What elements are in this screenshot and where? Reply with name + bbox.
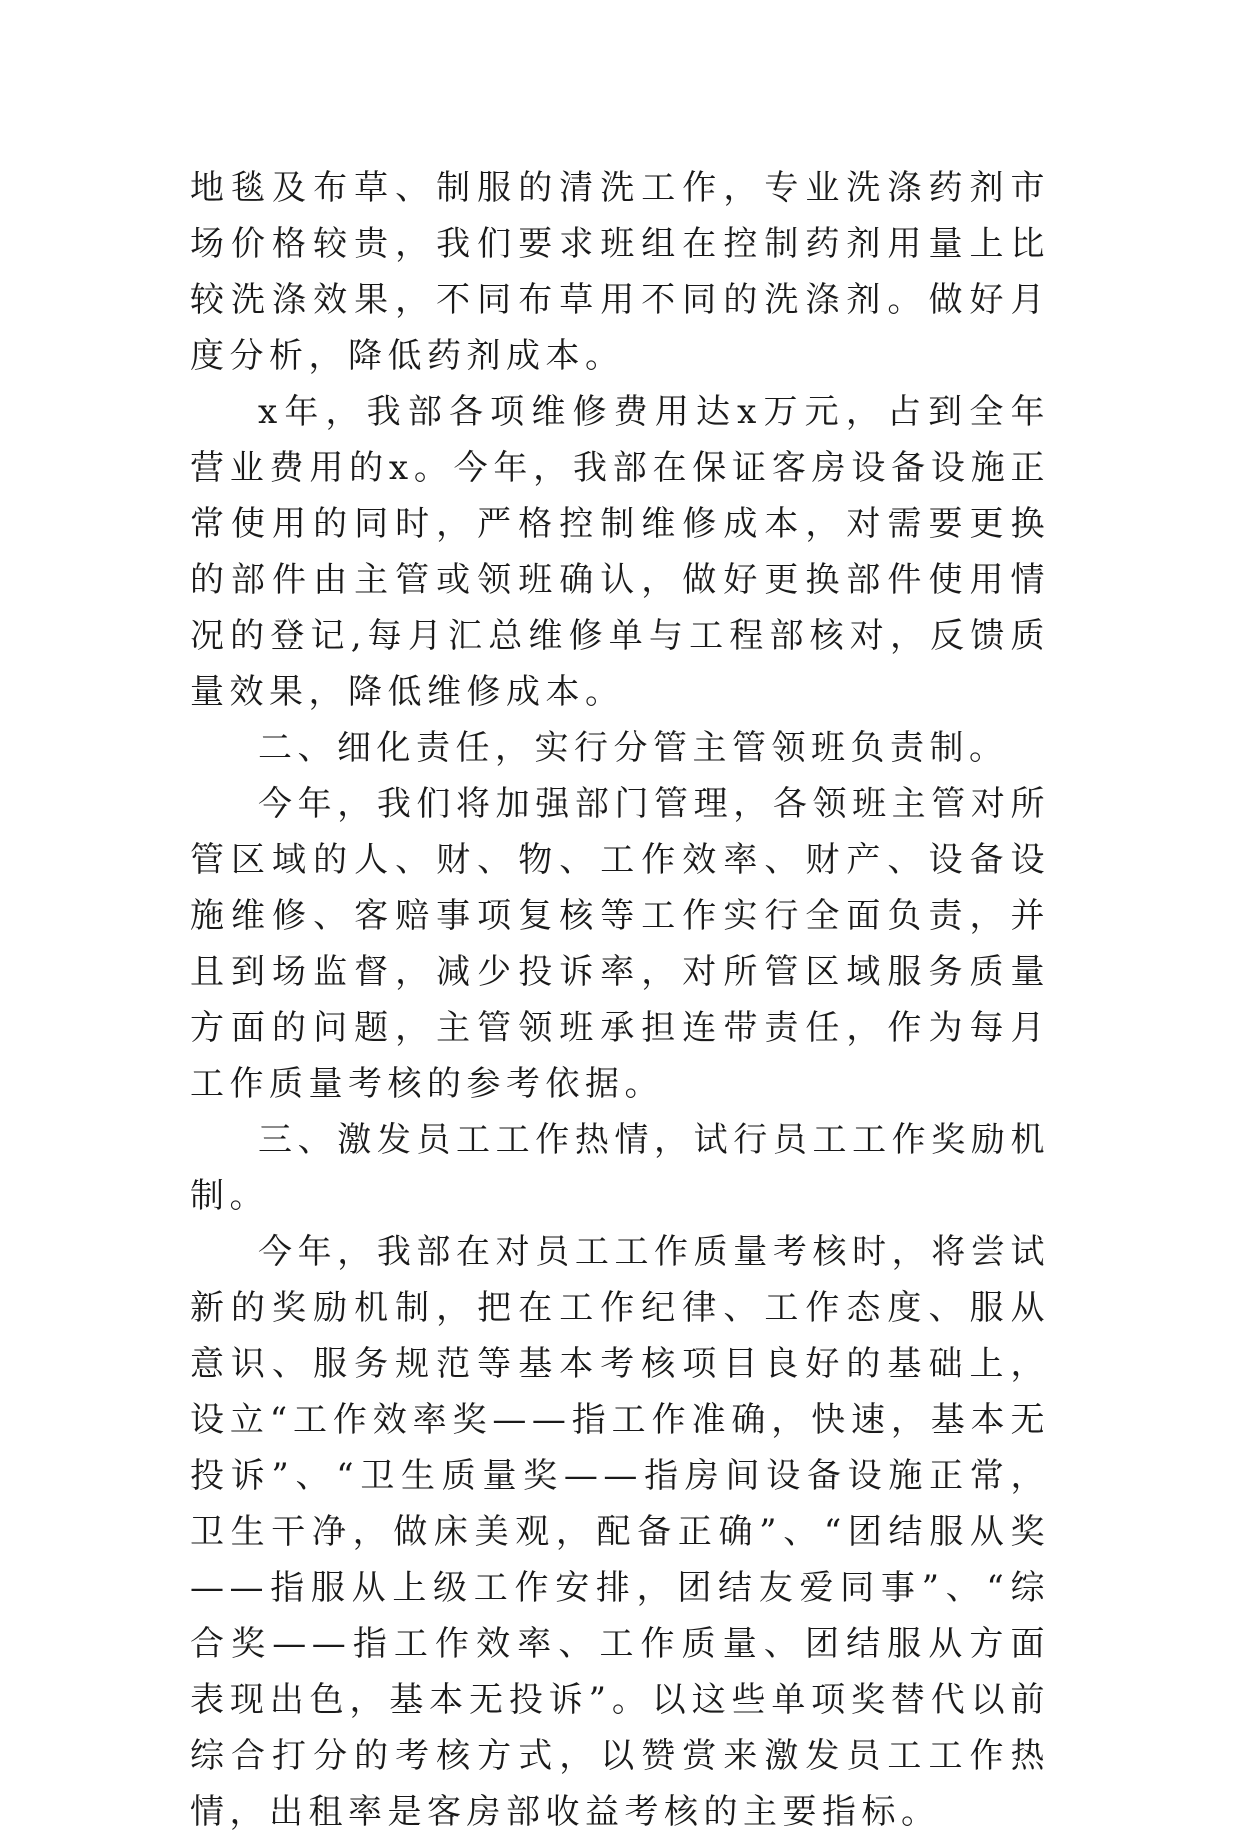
section-heading-responsibility: 二、细化责任，实行分管主管领班负责制。 xyxy=(258,728,1009,768)
paragraph-maintenance-cost: x年，我部各项维修费用达x万元，占到全年营业费用的x。今年，我部在保证客房设备设施正常使用的同时，严格控制维修成本，对需要更换的部件由主管或领班确认，做好更换部件使用情况的登记,每月汇总维修单与工程部核对，反馈质量效果，降低维修成本。 xyxy=(190,392,1050,712)
paragraph-responsibility: 今年，我们将加强部门管理，各领班主管对所管区域的人、财、物、工作效率、财产、设备设施维修、客赔事项复核等工作实行全面负责，并且到场监督，减少投诉率，对所管区域服务质量方面的问题，主管领班承担连带责任，作为每月工作质量考核的参考依据。 xyxy=(190,784,1050,1104)
section-heading-incentive: 三、激发员工工作热情，试行员工工作奖励机制。 xyxy=(190,1120,1050,1216)
document-body xyxy=(190,160,1050,1840)
paragraph-laundry-cost: 地毯及布草、制服的清洗工作，专业洗涤药剂市场价格较贵，我们要求班组在控制药剂用量上比较洗涤效果，不同布草用不同的洗涤剂。做好月度分析，降低药剂成本。 xyxy=(190,168,1050,376)
paragraph-incentive: 今年，我部在对员工工作质量考核时，将尝试新的奖励机制，把在工作纪律、工作态度、服从意识、服务规范等基本考核项目良好的基础上，设立“工作效率奖——指工作准确，快速，基本无投诉”、“卫生质量奖——指房间设备设施正常，卫生干净，做床美观，配备正确”、“团结服从奖——指服从上级工作安排，团结友爱同事”、“综合奖——指工作效率、工作质量、团结服从方面表现出色，基本无投诉”。以这些单项奖替代以前综合打分的考核方式，以赞赏来激发员工工作热情，出租率是客房部收益考核的主要指标。 xyxy=(190,1232,1050,1832)
